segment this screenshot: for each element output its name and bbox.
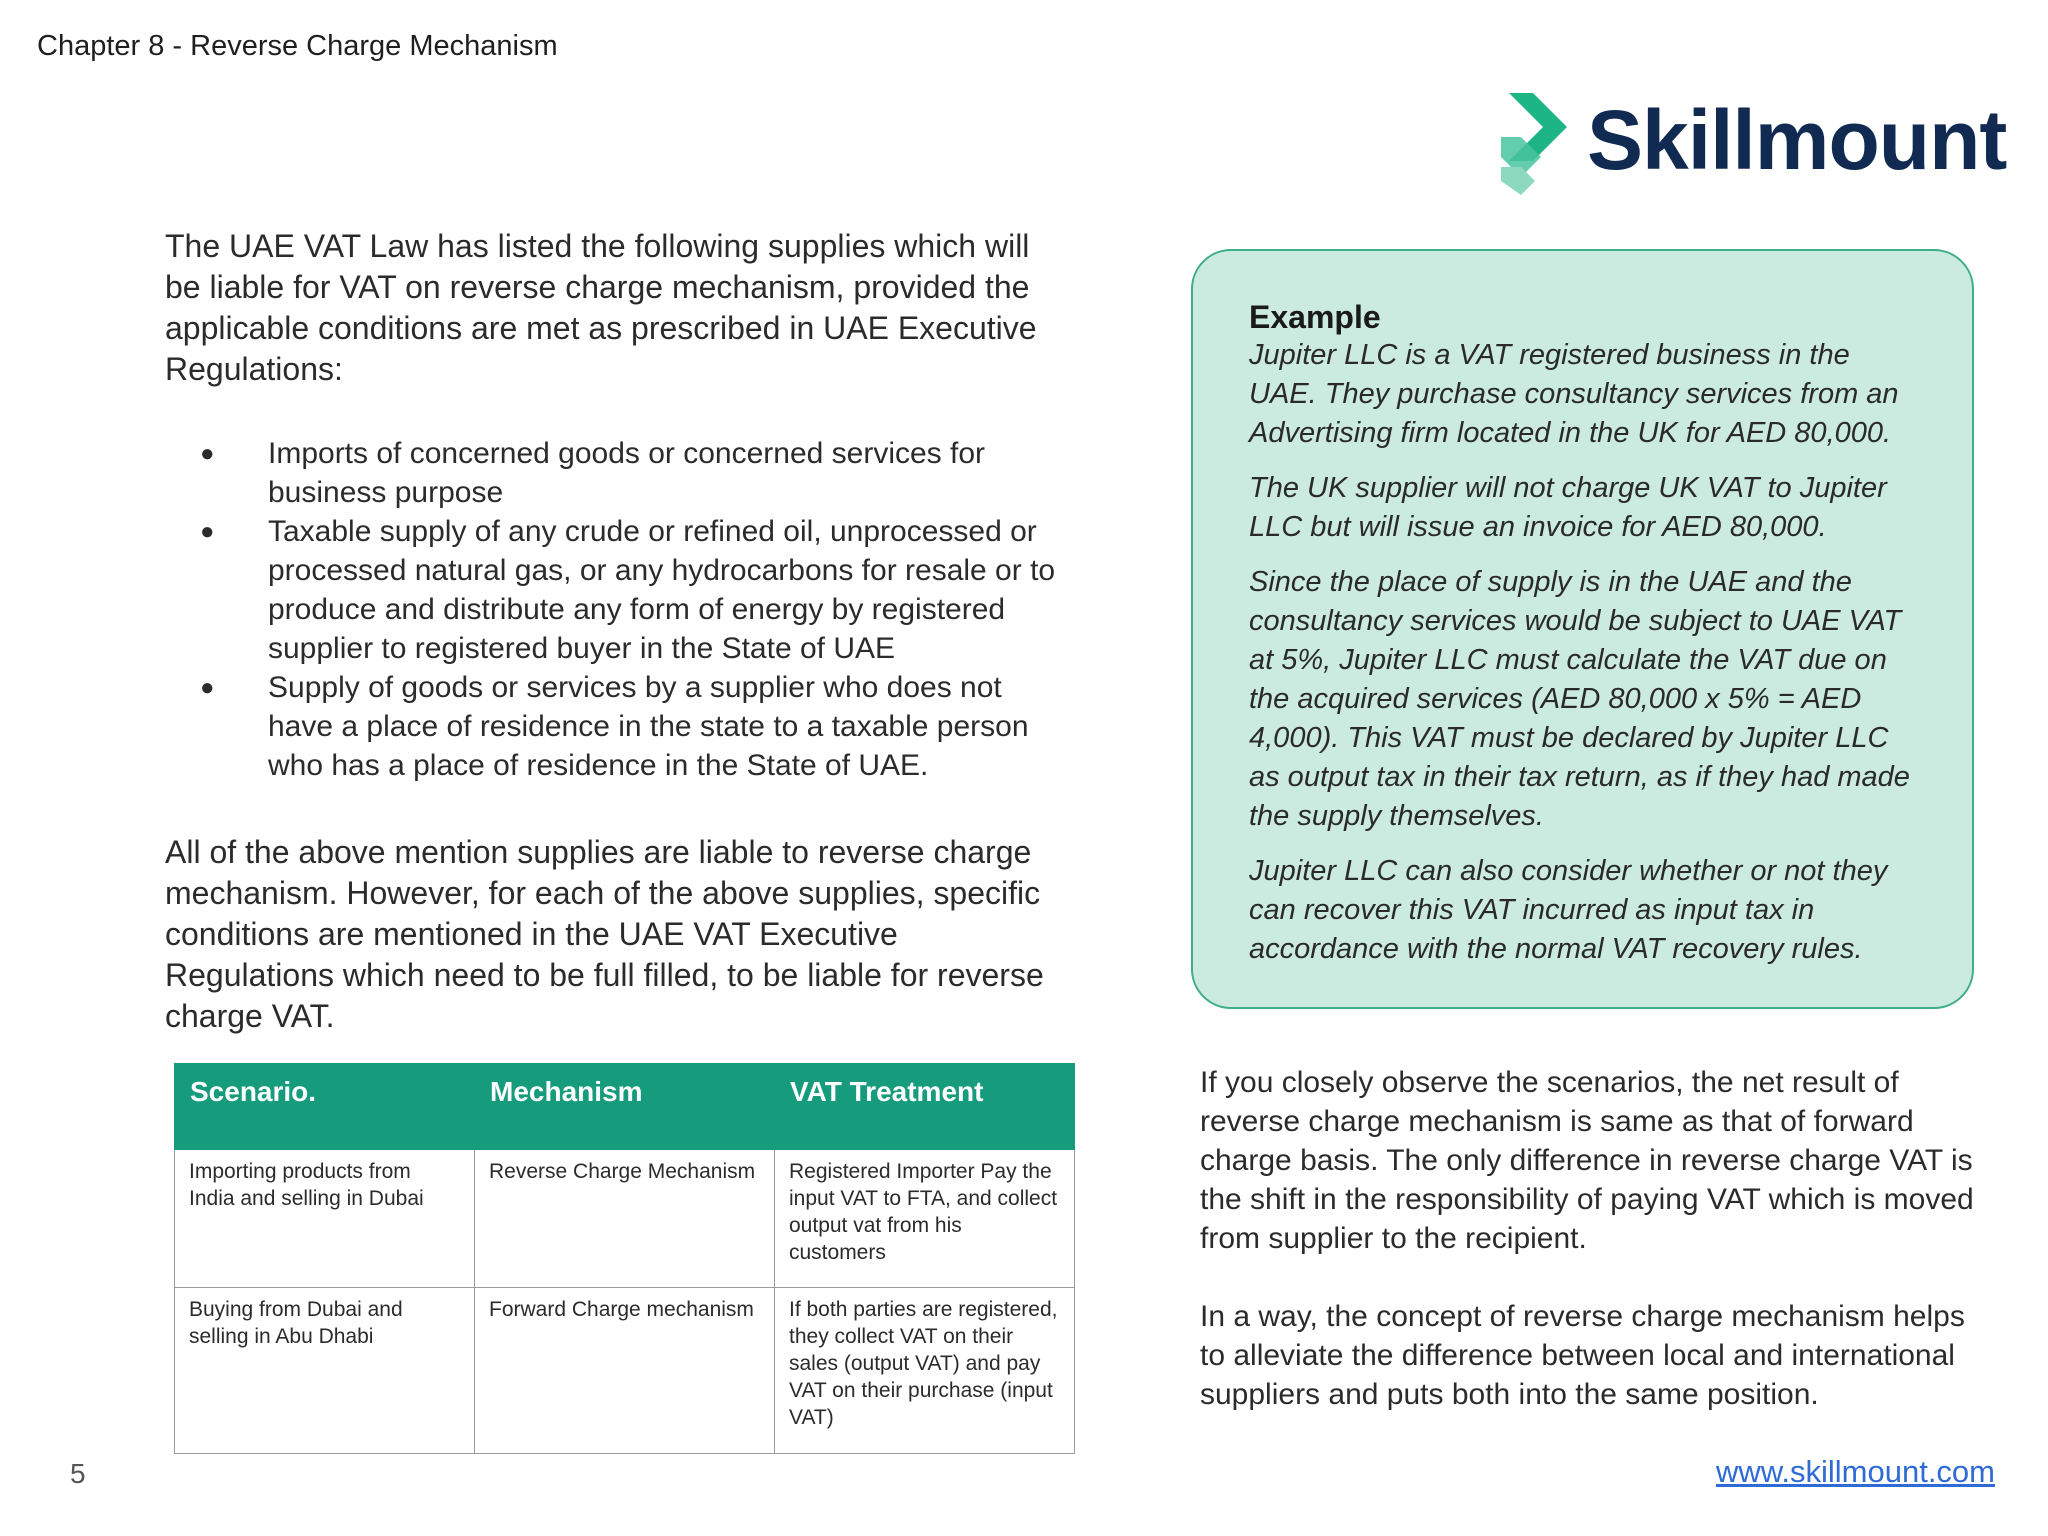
table-row	[175, 1150, 1075, 1288]
page-number: 5	[70, 1458, 86, 1489]
column-header-scenario: Scenario.	[175, 1064, 475, 1150]
supply-list	[200, 434, 1065, 785]
column-header-vat-treatment: VAT Treatment	[775, 1064, 1075, 1150]
observation-paragraph: If you closely observe the scenarios, the net result of reverse charge mechanism is same as that of forward charge basis. The only difference in reverse charge VAT is the shift in the responsibility of paying VAT which is moved from supplier to the recipient.	[1200, 1066, 1974, 1255]
logo-text: Skillmount	[1587, 93, 2007, 187]
skillmount-logo-icon	[1495, 85, 1575, 195]
table-cell: Reverse Charge Mechanism	[475, 1150, 775, 1288]
intro-paragraph: The UAE VAT Law has listed the following supplies which will be liable for VAT on reverse charge mechanism, provided the applicable conditions are met as prescribed in UAE Executive Regulations:	[165, 228, 1037, 387]
summary-paragraph: All of the above mention supplies are liable to reverse charge mechanism. However, for each of the above supplies, specific conditions are mentioned in the UAE VAT Executive Regulations which need to be full filled, to be liable for reverse charge VAT.	[165, 834, 1044, 1034]
example-paragraph: The UK supplier will not charge UK VAT to Jupiter LLC but will issue an invoice for AED 80,000.	[1249, 472, 1887, 543]
skillmount-logo	[1495, 85, 2006, 195]
list-item: ● Supply of goods or services by a supplier who does not have a place of residence in the state to a taxable person who has a place of residence in the State of UAE.	[200, 671, 1029, 782]
left-column	[165, 226, 1065, 1037]
table-cell: Registered Importer Pay the input VAT to FTA, and collect output vat from his customers	[775, 1150, 1075, 1288]
website-link[interactable]: www.skillmount.com	[1715, 1454, 1995, 1489]
example-paragraph: Jupiter LLC is a VAT registered business in the UAE. They purchase consultancy services from an Advertising firm located in the UK for AED 80,000.	[1249, 339, 1899, 449]
observation-text	[1200, 1063, 1980, 1414]
list-item: ● Imports of concerned goods or concerned services for business purpose	[200, 437, 986, 509]
chapter-header: Chapter 8 - Reverse Charge Mechanism	[37, 30, 558, 62]
table-header-row	[175, 1064, 1075, 1150]
example-box	[1191, 249, 1974, 1009]
example-paragraph: Jupiter LLC can also consider whether or not they can recover this VAT incurred as input tax in accordance with the normal VAT recovery rules.	[1249, 855, 1888, 965]
table-cell: Buying from Dubai and selling in Abu Dhabi	[175, 1288, 475, 1454]
table-row	[175, 1288, 1075, 1454]
scenario-table	[174, 1063, 1075, 1454]
table-cell: Forward Charge mechanism	[475, 1288, 775, 1454]
example-title: Example	[1249, 299, 1381, 335]
list-item: ● Taxable supply of any crude or refined oil, unprocessed or processed natural gas, or any hydrocarbons for resale or to produce and distribute any form of energy by registered supplier to registered buyer in the State of UAE	[200, 515, 1056, 665]
observation-paragraph: In a way, the concept of reverse charge mechanism helps to alleviate the difference between local and international suppliers and puts both into the same position.	[1200, 1300, 1965, 1411]
column-header-mechanism: Mechanism	[475, 1064, 775, 1150]
example-paragraph: Since the place of supply is in the UAE and the consultancy services would be subject to UAE VAT at 5%, Jupiter LLC must calculate the VAT due on the acquired services (AED 80,000 x 5% = AED 4,000). This VAT must be declared by Jupiter LLC as output tax in their tax return, as if they had made the supply themselves.	[1249, 566, 1910, 832]
table-cell: Importing products from India and selling in Dubai	[175, 1150, 475, 1288]
table-cell: If both parties are registered, they collect VAT on their sales (output VAT) and pay VAT on their purchase (input VAT)	[775, 1288, 1075, 1454]
